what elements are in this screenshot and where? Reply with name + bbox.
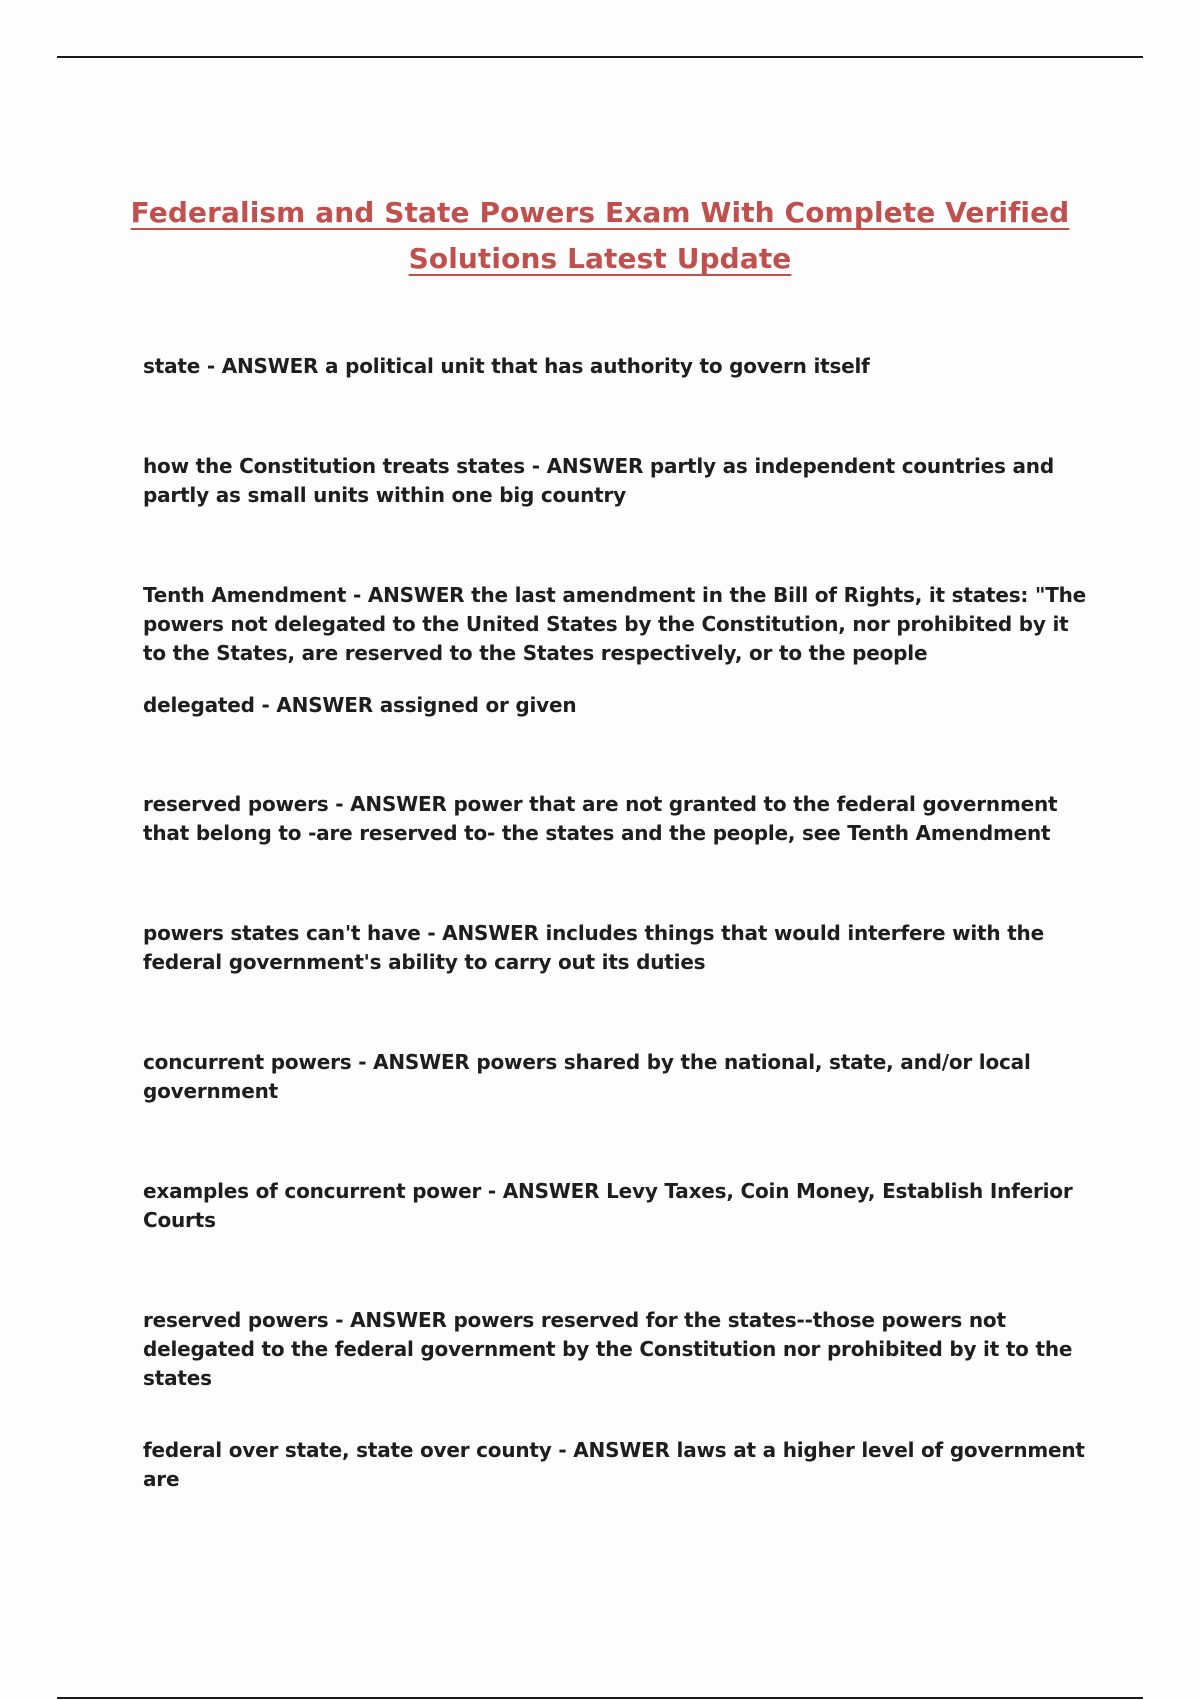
qa-entry-reserved-powers: reserved powers - ANSWER power that are not granted to the federal government that belong to -are reserved to- the states and the people, see Tenth Amendment bbox=[143, 792, 1058, 845]
footer-rule bbox=[57, 1697, 1143, 1699]
qa-entry-federal-over-state: federal over state, state over county - ANSWER laws at a higher level of government are bbox=[143, 1438, 1085, 1491]
title-line-2: Solutions Latest Update bbox=[408, 242, 792, 275]
qa-entry-state: state - ANSWER a political unit that has authority to govern itself bbox=[143, 354, 870, 378]
qa-entry-concurrent-powers: concurrent powers - ANSWER powers shared by the national, state, and/or local government bbox=[143, 1050, 1031, 1103]
qa-entry-reserved-powers-2: reserved powers - ANSWER powers reserved for the states--those powers not delegated to the federal government by the Constitution nor prohibited by it to the states bbox=[143, 1308, 1073, 1390]
header-rule bbox=[57, 56, 1143, 58]
qa-entry-powers-states-cant-have: powers states can't have - ANSWER includes things that would interfere with the federal government's ability to carry out its duties bbox=[143, 921, 1044, 974]
document-title bbox=[120, 190, 1080, 282]
qa-entry-delegated: delegated - ANSWER assigned or given bbox=[143, 693, 577, 717]
qa-entry-constitution-treats-states: how the Constitution treats states - ANSWER partly as independent countries and partly as small units within one big country bbox=[143, 454, 1054, 507]
qa-entry-concurrent-examples: examples of concurrent power - ANSWER Levy Taxes, Coin Money, Establish Inferior Courts bbox=[143, 1179, 1073, 1232]
qa-entry-tenth-amendment: Tenth Amendment - ANSWER the last amendment in the Bill of Rights, it states: "The powers not delegated to the United States by the Constitution, nor prohibited by it to the States, are reserved to the States respectively, or to the people bbox=[143, 583, 1087, 665]
title-line-1: Federalism and State Powers Exam With Complete Verified bbox=[130, 196, 1070, 229]
